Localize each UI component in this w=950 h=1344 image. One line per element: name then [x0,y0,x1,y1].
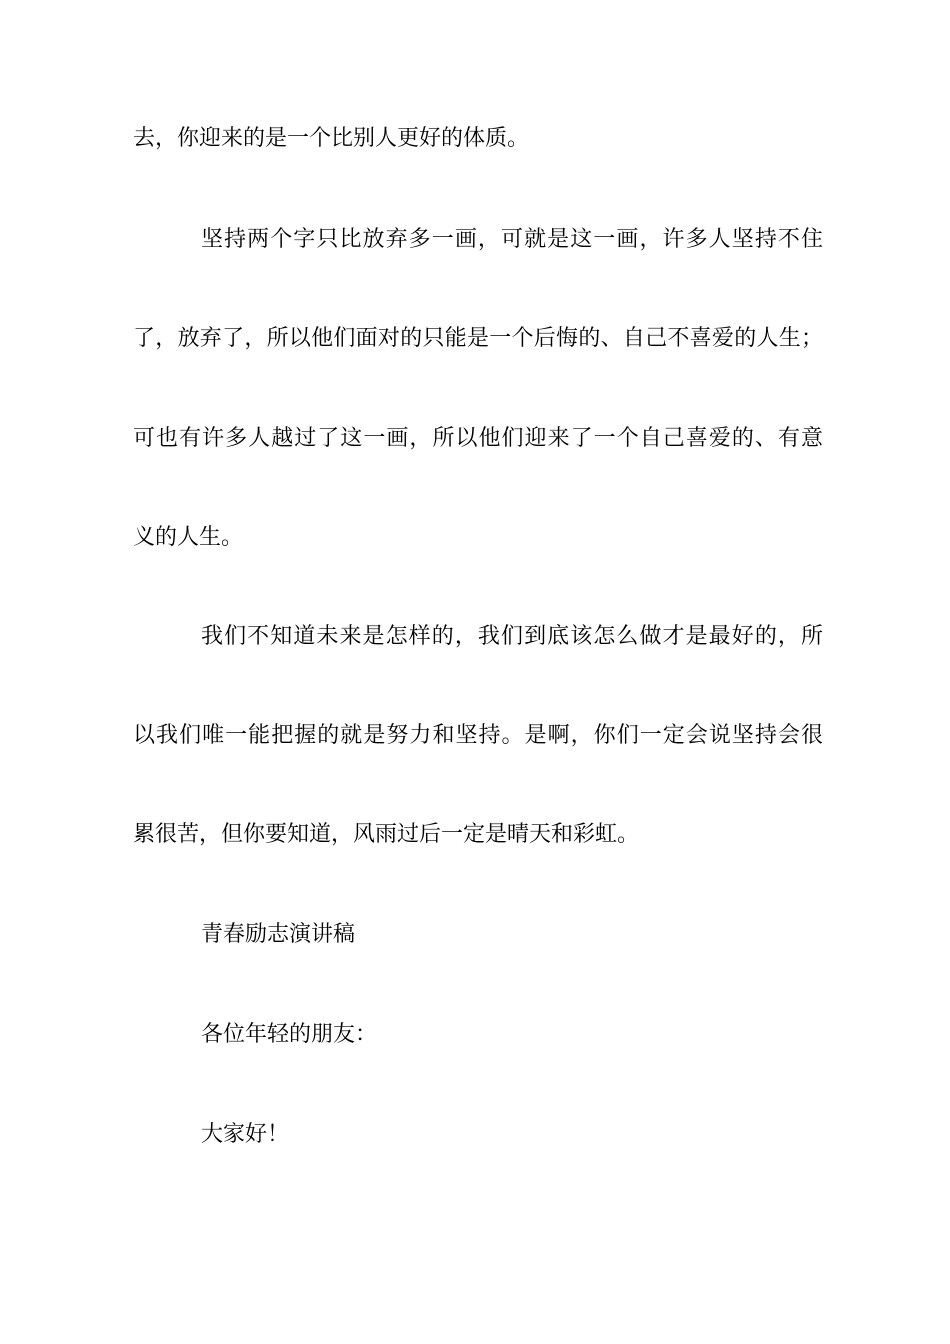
paragraph-line: 了，放弃了，所以他们面对的只能是一个后悔的、自己不喜爱的人生； [133,326,823,351]
paragraph-line: 坚持两个字只比放弃多一画，可就是这一画，许多人坚持不住 [201,227,823,252]
paragraph-line: 我们不知道未来是怎样的，我们到底该怎么做才是最好的，所 [201,624,823,649]
paragraph-line: 累很苦，但你要知道，风雨过后一定是晴天和彩虹。 [133,822,640,847]
section-title: 青春励志演讲稿 [201,922,356,947]
paragraph-line: 可也有许多人越过了这一画，所以他们迎来了一个自己喜爱的、有意 [133,426,823,451]
paragraph-line: 以我们唯一能把握的就是努力和坚持。是啊，你们一定会说坚持会很 [133,723,823,748]
paragraph-line: 去，你迎来的是一个比别人更好的体质。 [133,126,530,151]
salutation: 各位年轻的朋友： [201,1022,378,1047]
greeting: 大家好！ [201,1122,290,1147]
paragraph-line: 义的人生。 [133,525,244,550]
